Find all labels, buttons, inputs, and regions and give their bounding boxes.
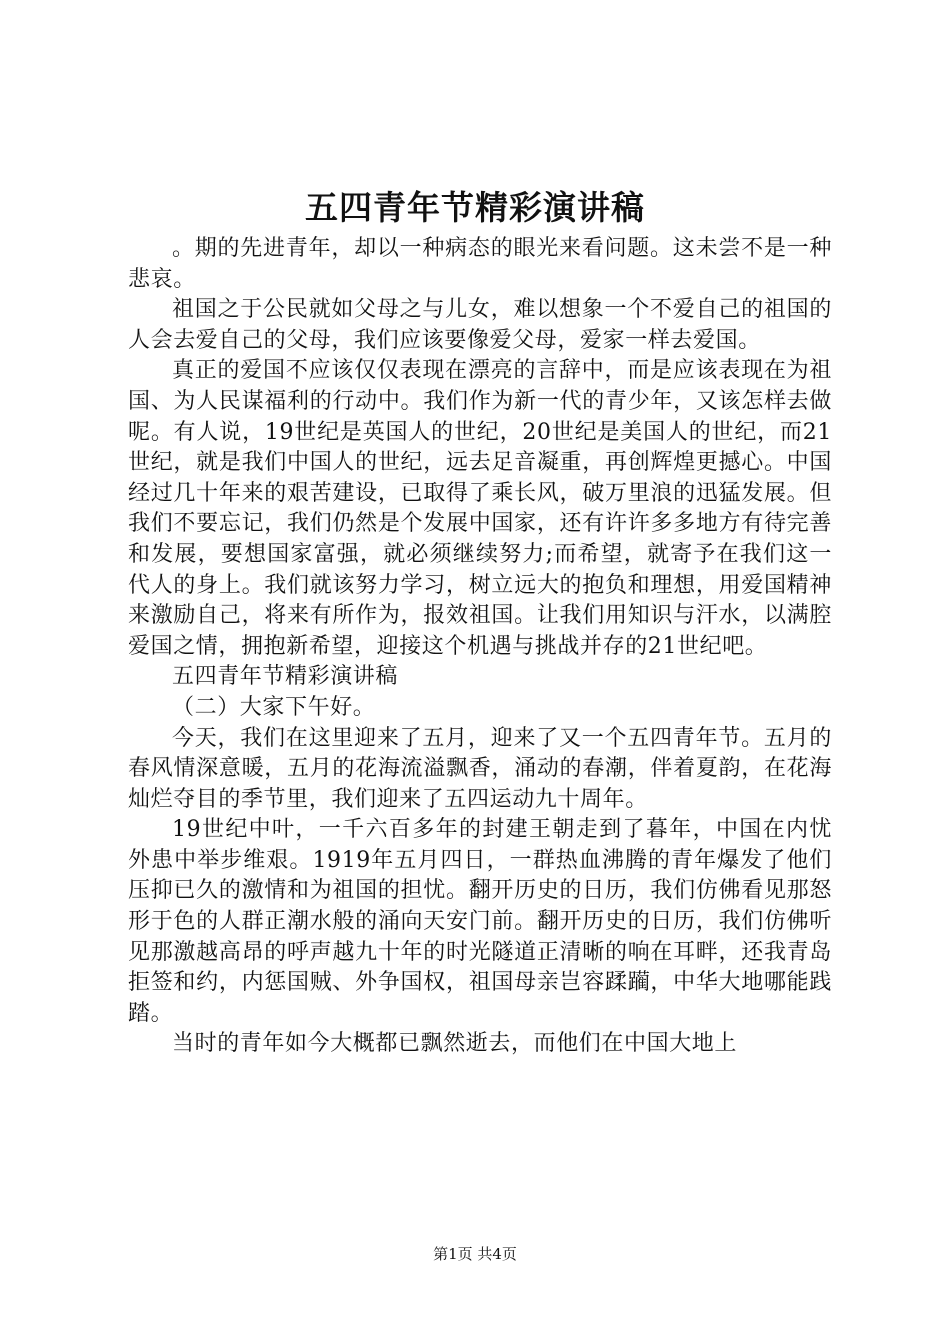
paragraph: 今天，我们在这里迎来了五月，迎来了又一个五四青年节。五月的春风情深意暖，五月的花海流溢飘香，涌动的春潮，伴着夏韵，在花海灿烂夺目的季节里，我们迎来了五四运动九十周年。 <box>128 725 832 812</box>
section-heading: 五四青年节精彩演讲稿 <box>172 664 399 690</box>
paragraph: （二）大家下午好。 <box>172 694 376 720</box>
paragraph: 当时的青年如今大概都已飘然逝去，而他们在中国大地上 <box>172 1031 738 1057</box>
paragraph: 真正的爱国不应该仅仅表现在漂亮的言辞中，而是应该表现在为祖国、为人民谋福利的行动中。我们作为新一代的青少年，又该怎样去做呢。有人说，19世纪是英国人的世纪，20世纪是美国人的世纪，而21世纪，就是我们中国人的世纪，远去足音凝重，再创辉煌更撼心。中国经过几十年来的艰苦建设，已取得了乘长风，破万里浪的迅猛发展。但我们不要忘记，我们仍然是个发展中国家，还有许许多多地方有待完善和发展，要想国家富强，就必须继续努力;而希望，就寄予在我们这一代人的身上。我们就该努力学习，树立远大的抱负和理想，用爱国精神来激励自己，将来有所作为，报效祖国。让我们用知识与汗水，以满腔爱国之情，拥抱新希望，迎接这个机遇与挑战并存的21世纪吧。 <box>128 358 832 659</box>
paragraph: 祖国之于公民就如父母之与儿女，难以想象一个不爱自己的祖国的人会去爱自己的父母，我们应该要像爱父母，爱家一样去爱国。 <box>128 297 832 353</box>
page-footer: 第1页 共4页 <box>433 1245 517 1263</box>
document-title: 五四青年节精彩演讲稿 <box>305 188 645 227</box>
document-body <box>128 234 832 1060</box>
paragraph: 。期的先进青年，却以一种病态的眼光来看问题。这未尝不是一种悲哀。 <box>128 236 832 292</box>
paragraph: 19世纪中叶，一千六百多年的封建王朝走到了暮年，中国在内忧外患中举步维艰。1919年五月四日，一群热血沸腾的青年爆发了他们压抑已久的激情和为祖国的担忧。翻开历史的日历，我们仿佛看见那怒形于色的人群正潮水般的涌向天安门前。翻开历史的日历，我们仿佛听见那激越高昂的呼声越九十年的时光隧道正清晰的响在耳畔，还我青岛拒签和约，内惩国贼、外争国权，祖国母亲岂容蹂躏，中华大地哪能践踏。 <box>128 817 832 1026</box>
